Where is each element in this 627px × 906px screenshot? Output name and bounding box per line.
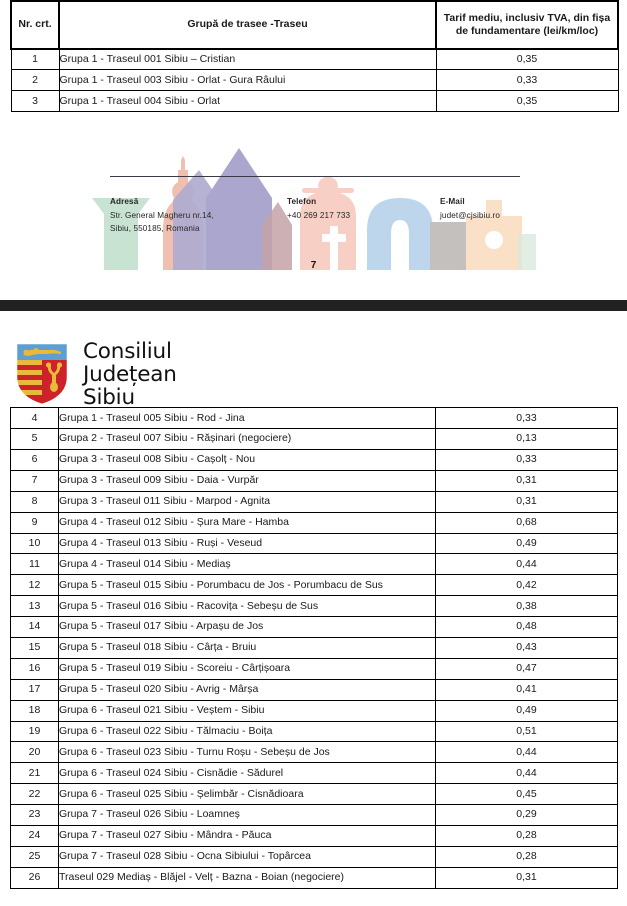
- cell-route: Grupa 5 - Traseul 016 Sibiu - Racovița - Sebeșu de Sus: [59, 596, 436, 617]
- table-row: [11, 846, 618, 867]
- cell-nr: 3: [11, 91, 59, 112]
- cell-tariff: 0,31: [436, 867, 618, 888]
- cell-tariff: 0,35: [436, 91, 618, 112]
- column-header-route: Grupă de trasee -Traseu: [59, 1, 436, 49]
- table-row: [11, 408, 618, 429]
- cell-nr: 23: [11, 805, 59, 826]
- table-row: [11, 700, 618, 721]
- cell-tariff: 0,35: [436, 49, 618, 70]
- cell-tariff: 0,13: [436, 429, 618, 450]
- email-address[interactable]: judet@cjsibiu.ro: [440, 210, 500, 220]
- footer-contact-email: [440, 196, 500, 222]
- page-1: [0, 0, 627, 296]
- cell-nr: 2: [11, 70, 59, 91]
- table-row: [11, 49, 618, 70]
- brand-title: [83, 340, 177, 409]
- phone-label: Telefon: [287, 197, 317, 207]
- cell-nr: 13: [11, 596, 59, 617]
- routes-table-page2: [10, 407, 618, 888]
- cell-route: Grupa 5 - Traseul 018 Sibiu - Cârța - Bruiu: [59, 637, 436, 658]
- table-row: [11, 596, 618, 617]
- column-header-tariff: [436, 1, 618, 49]
- cell-nr: 7: [11, 470, 59, 491]
- brand-title-line-1: Consiliul: [83, 338, 172, 364]
- email-label: E-Mail: [440, 197, 465, 207]
- cell-tariff: 0,31: [436, 470, 618, 491]
- cell-nr: 21: [11, 763, 59, 784]
- table-row: [11, 721, 618, 742]
- cell-nr: 12: [11, 575, 59, 596]
- address-line-2: Sibiu, 550185, Romania: [110, 223, 200, 233]
- cell-tariff: 0,44: [436, 742, 618, 763]
- page-footer: [0, 130, 627, 296]
- cell-route: Grupa 3 - Traseul 009 Sibiu - Daia - Vurpăr: [59, 470, 436, 491]
- cell-route: Grupa 1 - Traseul 004 Sibiu - Orlat: [59, 91, 436, 112]
- brand-title-line-3: Sibiu: [83, 384, 135, 410]
- cell-tariff: 0,33: [436, 449, 618, 470]
- routes-table-page1: [10, 0, 619, 112]
- cell-route: Grupa 6 - Traseul 025 Sibiu - Șelimbăr - Cisnădioara: [59, 784, 436, 805]
- cell-route: Grupa 4 - Traseul 013 Sibiu - Ruși - Veseud: [59, 533, 436, 554]
- cell-route: Grupa 6 - Traseul 023 Sibiu - Turnu Roșu - Sebeșu de Jos: [59, 742, 436, 763]
- cell-tariff: 0,44: [436, 554, 618, 575]
- table-row: [11, 679, 618, 700]
- footer-contact-phone: [287, 196, 350, 222]
- table-row: [11, 533, 618, 554]
- cell-nr: 20: [11, 742, 59, 763]
- cell-tariff: 0,49: [436, 533, 618, 554]
- cell-route: Grupa 5 - Traseul 017 Sibiu - Arpașu de Jos: [59, 617, 436, 638]
- table-row: [11, 637, 618, 658]
- column-header-nr: Nr. crt.: [11, 1, 59, 49]
- table-body-page2: [11, 408, 618, 888]
- cell-tariff: 0,45: [436, 784, 618, 805]
- cell-tariff: 0,28: [436, 846, 618, 867]
- cell-nr: 1: [11, 49, 59, 70]
- cell-tariff: 0,28: [436, 825, 618, 846]
- table-row: [11, 867, 618, 888]
- footer-contact-address: [110, 196, 214, 235]
- cell-nr: 19: [11, 721, 59, 742]
- cell-nr: 8: [11, 491, 59, 512]
- table-row: [11, 763, 618, 784]
- cell-nr: 26: [11, 867, 59, 888]
- page-separator-band: [0, 300, 627, 311]
- table-body-page1: [11, 49, 618, 112]
- table-row: [11, 575, 618, 596]
- cell-tariff: 0,33: [436, 70, 618, 91]
- table-row: [11, 491, 618, 512]
- table-header-row: [11, 1, 618, 49]
- table-row: [11, 784, 618, 805]
- cell-tariff: 0,43: [436, 637, 618, 658]
- table-row: [11, 91, 618, 112]
- cell-nr: 25: [11, 846, 59, 867]
- sibiu-county-crest-icon: [14, 341, 70, 407]
- brand-header: [0, 311, 627, 410]
- cell-route: Grupa 7 - Traseul 026 Sibiu - Loamneș: [59, 805, 436, 826]
- cell-route: Grupa 6 - Traseul 021 Sibiu - Veștem - Sibiu: [59, 700, 436, 721]
- table-row: [11, 742, 618, 763]
- cell-nr: 11: [11, 554, 59, 575]
- cell-route: Grupa 5 - Traseul 019 Sibiu - Scoreiu - Cârțișoara: [59, 658, 436, 679]
- cell-route: Grupa 6 - Traseul 022 Sibiu - Tălmaciu - Boița: [59, 721, 436, 742]
- cell-nr: 24: [11, 825, 59, 846]
- cell-tariff: 0,48: [436, 617, 618, 638]
- cell-route: Grupa 2 - Traseul 007 Sibiu - Rășinari (negociere): [59, 429, 436, 450]
- cell-tariff: 0,47: [436, 658, 618, 679]
- address-line-1: Str. General Magheru nr.14,: [110, 210, 214, 220]
- cell-nr: 10: [11, 533, 59, 554]
- cell-tariff: 0,38: [436, 596, 618, 617]
- cell-route: Grupa 1 - Traseul 001 Sibiu – Cristian: [59, 49, 436, 70]
- cell-nr: 18: [11, 700, 59, 721]
- cell-nr: 16: [11, 658, 59, 679]
- cell-route: Grupa 6 - Traseul 024 Sibiu - Cisnădie - Sădurel: [59, 763, 436, 784]
- cell-nr: 15: [11, 637, 59, 658]
- column-header-tariff-line2: de fundamentare (lei/km/loc): [455, 25, 599, 37]
- table-header: [11, 1, 618, 49]
- column-header-tariff-line1: Tarif mediu, inclusiv TVA, din fișa: [443, 11, 611, 24]
- table-row: [11, 805, 618, 826]
- page-2: [0, 311, 627, 888]
- cell-nr: 22: [11, 784, 59, 805]
- cell-tariff: 0,41: [436, 679, 618, 700]
- cell-tariff: 0,31: [436, 491, 618, 512]
- cell-tariff: 0,68: [436, 512, 618, 533]
- table-row: [11, 512, 618, 533]
- cell-nr: 17: [11, 679, 59, 700]
- table-row: [11, 825, 618, 846]
- cell-route: Grupa 7 - Traseul 028 Sibiu - Ocna Sibiului - Topârcea: [59, 846, 436, 867]
- cell-route: Grupa 3 - Traseul 011 Sibiu - Marpod - Agnita: [59, 491, 436, 512]
- page-number: 7: [310, 260, 317, 272]
- cell-route: Grupa 4 - Traseul 014 Sibiu - Mediaș: [59, 554, 436, 575]
- table-row: [11, 554, 618, 575]
- cell-tariff: 0,51: [436, 721, 618, 742]
- cell-nr: 5: [11, 429, 59, 450]
- cell-nr: 6: [11, 449, 59, 470]
- cell-route: Grupa 4 - Traseul 012 Sibiu - Șura Mare - Hamba: [59, 512, 436, 533]
- cell-tariff: 0,42: [436, 575, 618, 596]
- cell-route: Grupa 1 - Traseul 003 Sibiu - Orlat - Gura Râului: [59, 70, 436, 91]
- cell-route: Grupa 5 - Traseul 015 Sibiu - Porumbacu de Jos - Porumbacu de Sus: [59, 575, 436, 596]
- cell-tariff: 0,33: [436, 408, 618, 429]
- cell-nr: 4: [11, 408, 59, 429]
- cell-route: Grupa 5 - Traseul 020 Sibiu - Avrig - Mârșa: [59, 679, 436, 700]
- cell-route: Grupa 3 - Traseul 008 Sibiu - Cașolț - Nou: [59, 449, 436, 470]
- address-label: Adresă: [110, 197, 139, 207]
- table-row: [11, 429, 618, 450]
- table-row: [11, 617, 618, 638]
- phone-number[interactable]: +40 269 217 733: [287, 210, 351, 220]
- footer-divider-rule: [110, 176, 520, 177]
- table-row: [11, 449, 618, 470]
- cell-nr: 14: [11, 617, 59, 638]
- table-row: [11, 470, 618, 491]
- table-row: [11, 70, 618, 91]
- cell-tariff: 0,49: [436, 700, 618, 721]
- brand-title-line-2: Județean: [83, 361, 177, 387]
- cell-route: Traseul 029 Mediaș - Blăjel - Velț - Bazna - Boian (negociere): [59, 867, 436, 888]
- cell-nr: 9: [11, 512, 59, 533]
- cell-route: Grupa 7 - Traseul 027 Sibiu - Mândra - Păuca: [59, 825, 436, 846]
- table-row: [11, 658, 618, 679]
- cell-route: Grupa 1 - Traseul 005 Sibiu - Rod - Jina: [59, 408, 436, 429]
- cell-tariff: 0,29: [436, 805, 618, 826]
- cell-tariff: 0,44: [436, 763, 618, 784]
